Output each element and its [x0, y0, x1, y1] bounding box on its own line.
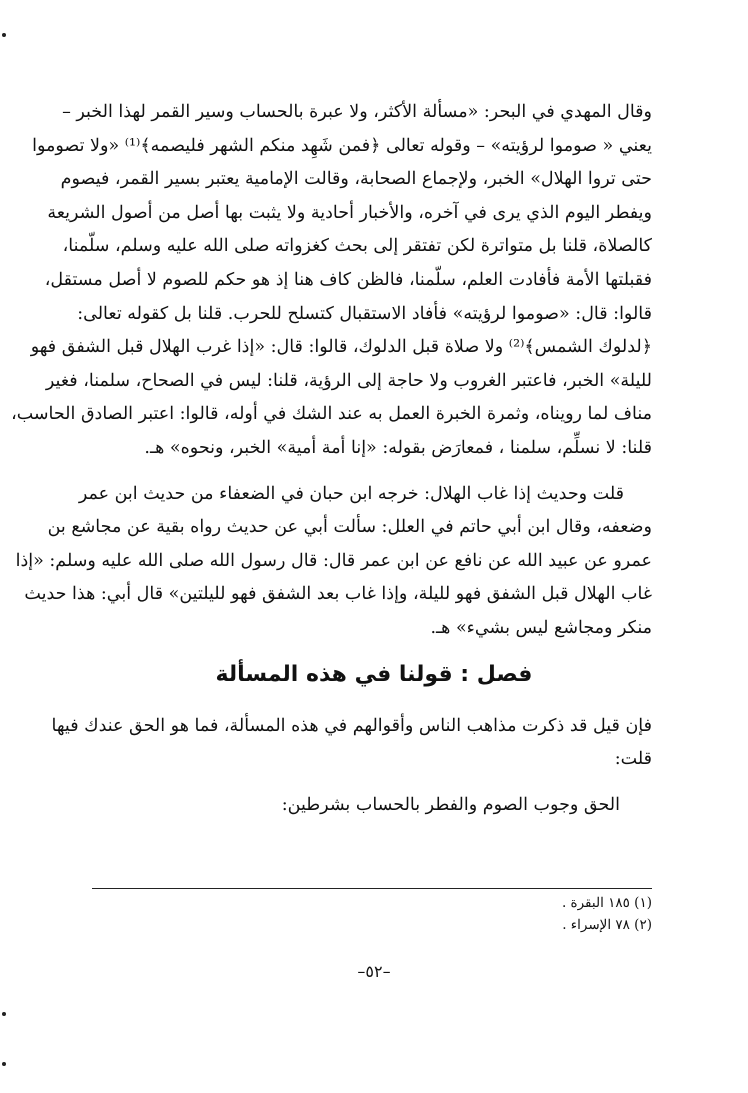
footnote-item: (١) ١٨٥ البقرة .: [561, 895, 652, 911]
text-line: قلت:: [614, 749, 652, 770]
paragraph-1: [11, 96, 652, 466]
text-line: قلت وحديث إذا غاب الهلال: خرجه ابن حبان في الضعفاء من حديث ابن عمر: [78, 483, 624, 504]
section-heading: فصل : قولنا في هذه المسألة: [215, 661, 533, 687]
text-line: حتى تروا الهلال» الخبر، ولإجماع الصحابة، وقالت الإمامية يعتبر بسير القمر، فيصوم: [60, 169, 652, 190]
text-line: فقبلتها الأمة فأفادت العلم، سلّمنا، فالظن كاف هنا إذ هو حكم للصوم لا أصل مستقل،: [44, 269, 652, 290]
margin-mark: [2, 33, 6, 37]
text-line: عمرو عن عبيد الله عن نافع عن ابن عمر قال: قال رسول الله صلى الله عليه وسلم: «إذا: [15, 550, 652, 571]
text-line: مناف لما رويناه، وثمرة الخبرة العمل به عند الشك في أوله، قالوا: اعتبر الصادق الحاسب،: [11, 404, 652, 425]
text-line: ويفطر اليوم الذي يرى في آخره، والأخبار أحادية ولا يثبت بها أصل من أصول الشريعة: [47, 202, 652, 223]
text-line: غاب الهلال قبل الشفق فهو لليلة، وإذا غاب بعد الشفق فهو لليلتين» قال أبي: هذا حديث: [24, 584, 652, 605]
page-body: [11, 96, 652, 822]
text-line: قلنا: لا نسلِّم، سلمنا ، فمعارَض بقوله: «إنا أمة أمية» الخبر، ونحوه» هـ.: [144, 437, 652, 458]
footnote-item: (٢) ٧٨ الإسراء .: [562, 917, 652, 933]
page-number: –٥٢–: [357, 962, 391, 981]
text-line: وضعفه، وقال ابن أبي حاتم في العلل: سألت أبي عن حديث رواه بقية عن مجاشع بن: [47, 517, 652, 538]
margin-mark: [2, 1062, 6, 1066]
margin-mark: [2, 1012, 6, 1016]
text-line: قالوا: قال: «صوموا لرؤيته» فأفاد الاستقبال كتسلح للحرب. قلنا بل كقوله تعالى:: [77, 303, 652, 324]
text-line: وقال المهدي في البحر: «مسألة الأكثر، ولا عبرة بالحساب وسير القمر لهذا الخبر –: [62, 102, 652, 122]
text-line: يعني « صوموا لرؤيته» – وقوله تعالى ﴿فمن شَهِد منكم الشهر فليصمه﴾⁽¹⁾ «ولا تصوموا: [32, 135, 652, 156]
footnote-divider: [92, 888, 652, 889]
paragraph-3: [51, 710, 652, 777]
footnotes: [562, 892, 652, 936]
text-line: الحق وجوب الصوم والفطر بالحساب بشرطين:: [281, 794, 620, 815]
text-line: لليلة» الخبر، فاعتبر الغروب ولا حاجة إلى الرؤية، قلنا: ليس في الصحاح، سلمنا، فغير: [45, 370, 652, 391]
paragraph-4: [96, 789, 652, 823]
text-line: فإن قيل قد ذكرت مذاهب الناس وأقوالهم في هذه المسألة، فما هو الحق عندك فيها: [51, 715, 652, 736]
paragraph-2: [15, 478, 652, 646]
text-line: منكر ومجاشع ليس بشيء» هـ.: [430, 617, 652, 638]
text-line: ﴿لدلوك الشمس﴾⁽²⁾ ولا صلاة قبل الدلوك، قالوا: قال: «إذا غرب الهلال قبل الشفق فهو: [30, 337, 652, 358]
text-line: كالصلاة، قلنا بل متواترة لكن تفتقر إلى بحث كغزواته صلى الله عليه وسلم، سلّمنا،: [62, 236, 652, 257]
